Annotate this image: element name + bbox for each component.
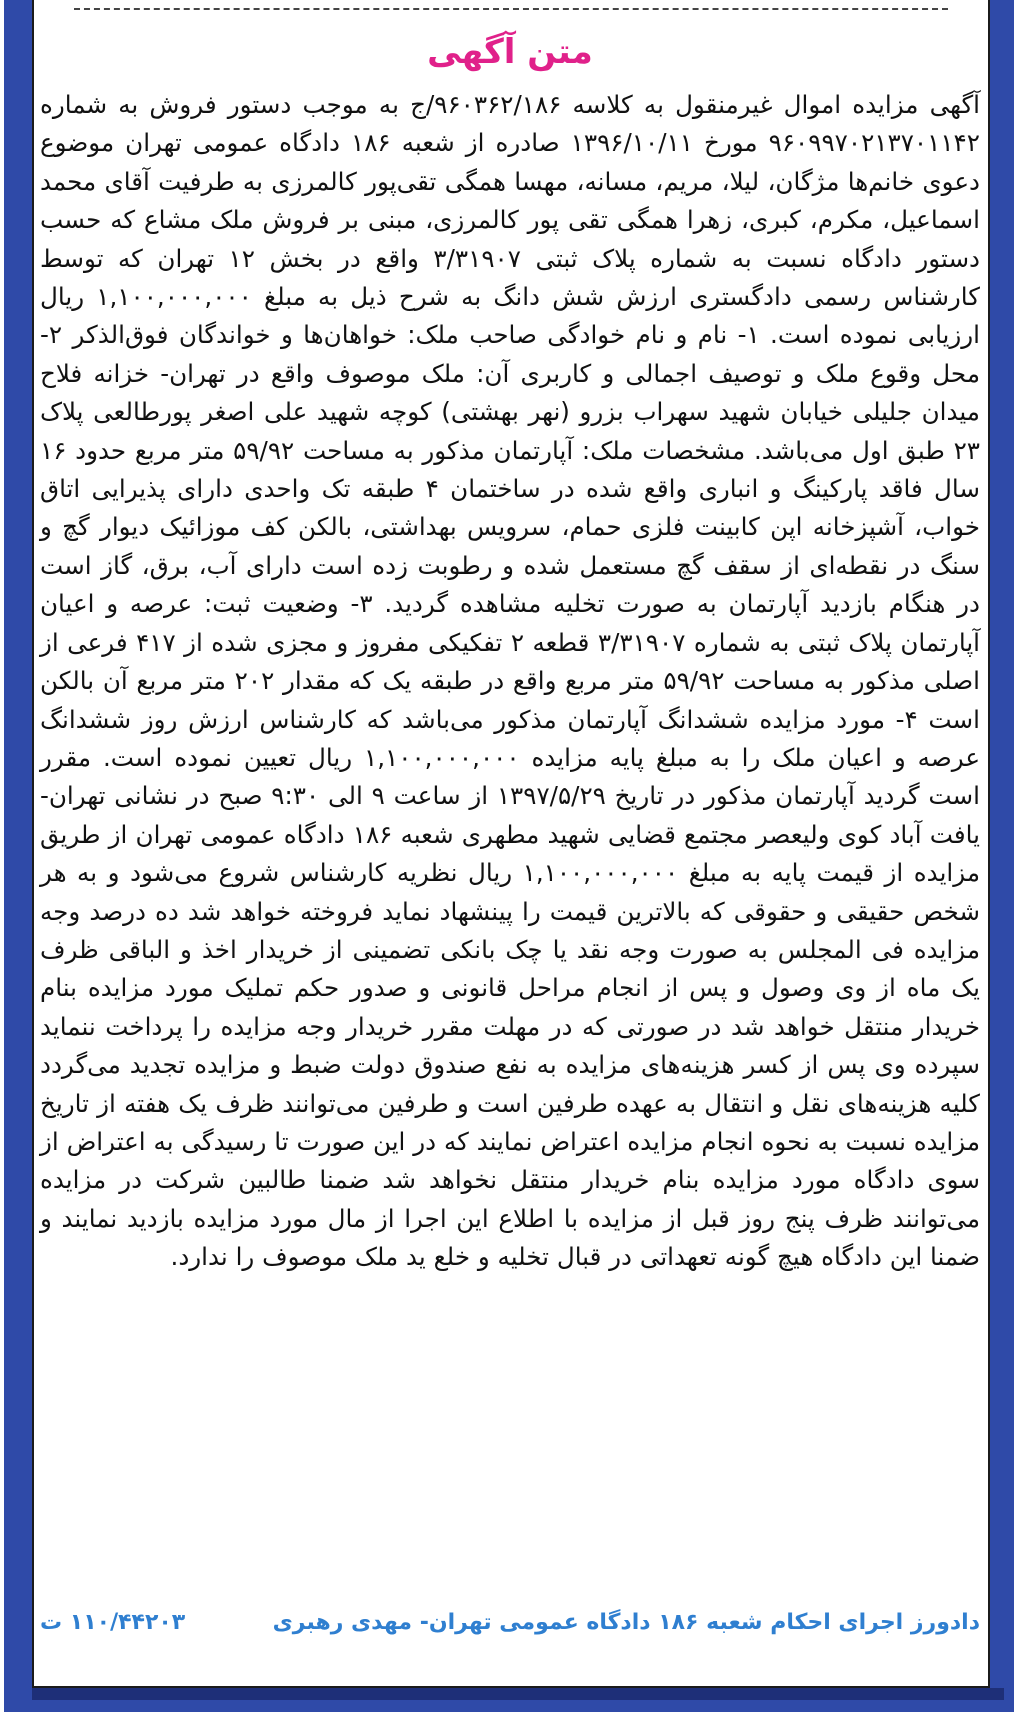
notice-title: متن آگهی — [427, 32, 593, 72]
notice-body: آگهی مزایده اموال غیرمنقول به کلاسه ۹۶۰۳۶۲/۱۸۶/ج به موجب دستور فروش به شماره ۹۶۰۹۹۷۰۲۱۳۷۰۱۱۴۲ مورخ ۱۳۹۶/۱۰/۱۱ صادره از شعبه ۱۸۶ دادگاه عمومی تهران موضوع دعوی خانم‌ها مژگان، لیلا، مریم، مسانه، مهسا همگی تقی‌پور کالمرزی به طرفیت آقای محمد اسماعیل، مکرم، کبری، زهرا همگی تقی پور کالمرزی، مبنی بر فروش ملک مشاع که حسب دستور دادگاه نسبت به شماره پلاک ثبتی ۳/۳۱۹۰۷ واقع در بخش ۱۲ تهران که توسط کارشناس رسمی دادگستری ارزش شش دانگ به شرح ذیل به مبلغ ۱,۱۰۰,۰۰۰,۰۰۰ ریال ارزیابی نموده است. ۱- نام و نام خوادگی صاحب ملک: خواهان‌ها و خواندگان فوق‌الذکر ۲- محل وقوع ملک و توصیف اجمالی و کاربری آن: ملک موصوف واقع در تهران- خزانه فلاح میدان جلیلی خیابان شهید سهراب بزرو (نهر بهشتی) کوچه شهید علی اصغر پورطالعی پلاک ۲۳ طبق اول می‌باشد. مشخصات ملک: آپارتمان مذکور به مساحت ۵۹/۹۲ متر مربع حدود ۱۶ سال فاقد پارکینگ و انباری واقع شده در ساختمان ۴ طبقه تک واحدی دارای پذیرایی اتاق خواب، آشپزخانه اپن کابینت فلزی حمام، سرویس بهداشتی، بالکن کف موزائیک دیوار گچ و سنگ در نقطه‌ای از سقف گچ مستعمل شده و رطوبت زده است دارای آب، برق، گاز است در هنگام بازدید آپارتمان به صورت تخلیه مشاهده گردید. ۳- وضعیت ثبت: عرصه و اعیان آپارتمان پلاک ثبتی به شماره ۳/۳۱۹۰۷ قطعه ۲ تفکیکی مفروز و مجزی شده از ۴۱۷ فرعی از اصلی مذکور به مساحت ۵۹/۹۲ متر مربع واقع در طبقه یک که مقدار ۲۰۲ متر مربع آن بالکن است ۴- مورد مزایده ششدانگ آپارتمان مذکور می‌باشد که کارشناس ارزش روز ششدانگ عرصه و اعیان ملک را به مبلغ پایه مزایده ۱,۱۰۰,۰۰۰,۰۰۰ ریال تعیین نموده است. مقرر است گردید آپارتمان مذکور در تاریخ ۱۳۹۷/۵/۲۹ از ساعت ۹ الی ۹:۳۰ صبح در نشانی تهران- یافت آباد کوی ولیعصر مجتمع قضایی شهید مطهری شعبه ۱۸۶ دادگاه عمومی تهران از طریق مزایده از قیمت پایه به مبلغ ۱,۱۰۰,۰۰۰,۰۰۰ ریال نظریه کارشناس شروع می‌شود و به هر شخص حقیقی و حقوقی که بالاترین قیمت را پینشهاد نماید فروخته خواهد شد ده درصد وجه مزایده فی المجلس به صورت وجه نقد یا چک بانکی تضمینی از خریدار اخذ و الباقی ظرف یک ماه از وی وصول و پس از انجام مراحل قانونی و صدور حکم تملیک مورد مزایده بنام خریدار منتقل خواهد شد در صورتی که در مهلت مقرر خریدار وجه مزایده را پرداخت ننماید سپرده وی پس از کسر هزینه‌های مزایده به نفع صندوق دولت ضبط و مزایده تجدید می‌گردد کلیه هزینه‌های نقل و انتقال به عهده طرفین است و طرفین می‌توانند ظرف یک هفته از تاریخ مزایده نسبت به نحوه انجام مزایده اعتراض نمایند که در این صورت تا رسیدگی به اعتراض از سوی دادگاه مورد مزایده بنام خریدار منتقل نخواهد شد ضمنا طالبین شرکت در مزایده می‌توانند ظرف پنج روز قبل از مزایده با اطلاع این اجرا از مال مورد مزایده بازدید نمایند و ضمنا این دادگاه هیچ گونه تعهداتی در قبال تخلیه و خلع ید ملک موصوف را ندارد. — [40, 90, 980, 1272]
notice-code: ۱۱۰/۴۴۲۰۳ ت — [40, 1609, 186, 1635]
notice-signature: دادورز اجرای احکام شعبه ۱۸۶ دادگاه عمومی تهران- مهدی رهبری — [272, 1609, 980, 1635]
notice-footer — [40, 1602, 980, 1642]
frame-shadow — [32, 1688, 1004, 1700]
top-divider — [74, 8, 948, 10]
